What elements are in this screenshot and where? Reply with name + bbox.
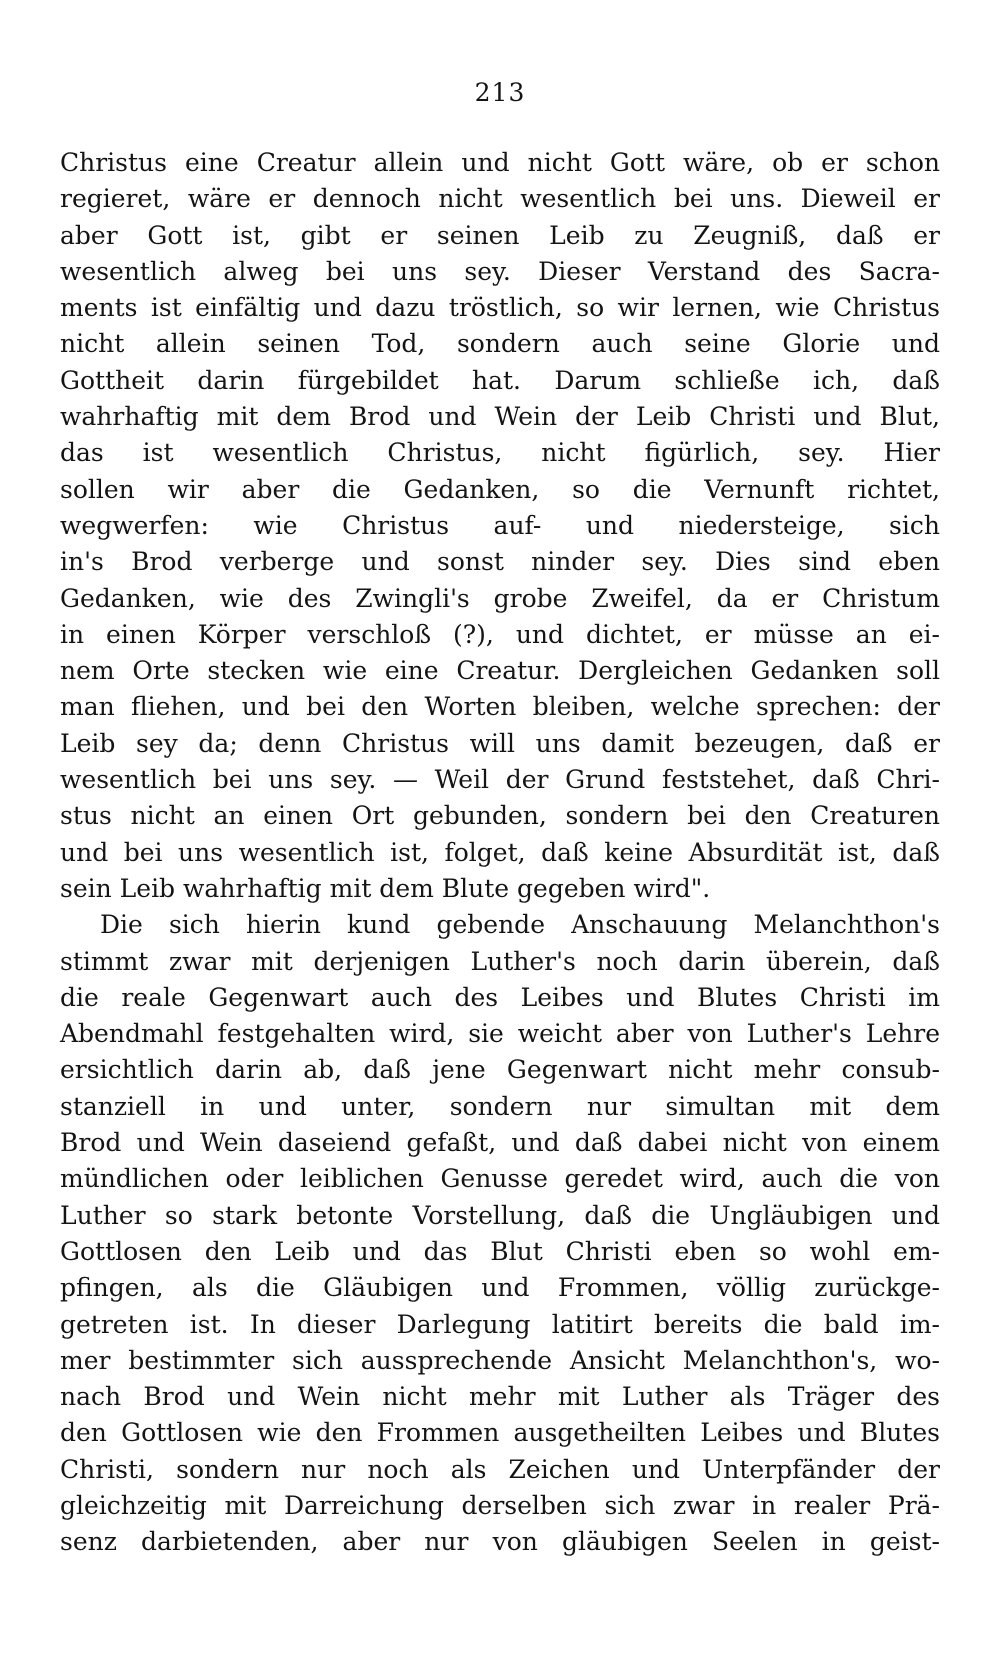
page-number: 213 <box>474 78 526 107</box>
text-line: die reale Gegenwart auch des Leibes und Blutes Christi im <box>60 982 940 1012</box>
text-line: sein Leib wahrhaftig mit dem Blute gegeben wird". <box>60 873 711 903</box>
text-line: aber Gott ist, gibt er seinen Leib zu Zeugniß, daß er <box>60 220 940 250</box>
text-line: nicht allein seinen Tod, sondern auch seine Glorie und <box>60 329 940 359</box>
text-line: mündlichen oder leiblichen Genusse geredet wird, auch die von <box>60 1164 940 1194</box>
text-line: Brod und Wein daseiend gefaßt, und daß dabei nicht von einem <box>60 1128 940 1158</box>
text-line: stus nicht an einen Ort gebunden, sondern bei den Creaturen <box>60 801 940 831</box>
text-line: sollen wir aber die Gedanken, so die Vernunft richtet, <box>60 474 940 504</box>
text-line: den Gottlosen wie den Frommen ausgetheilten Leibes und Blutes <box>60 1418 940 1448</box>
text-line: in's Brod verberge und sonst ninder sey. Dies sind eben <box>60 547 940 577</box>
text-line: man fliehen, und bei den Worten bleiben, welche sprechen: der <box>60 692 940 722</box>
text-line: mer bestimmter sich aussprechende Ansicht Melanchthon's, wo- <box>60 1345 940 1375</box>
text-line: Leib sey da; denn Christus will uns damit bezeugen, daß er <box>60 728 940 758</box>
text-line: regieret, wäre er dennoch nicht wesentlich bei uns. Dieweil er <box>60 184 940 214</box>
text-line: pfingen, als die Gläubigen und Frommen, völlig zurückge- <box>60 1273 940 1303</box>
text-line: wesentlich alweg bei uns sey. Dieser Verstand des Sacra- <box>60 256 940 286</box>
text-line: ments ist einfältig und dazu tröstlich, so wir lernen, wie Christus <box>60 293 940 323</box>
text-line: Abendmahl festgehalten wird, sie weicht aber von Luther's Lehre <box>60 1019 940 1049</box>
text-line: Gottheit darin fürgebildet hat. Darum schließe ich, daß <box>60 365 940 395</box>
paragraph-first-line: Die sich hierin kund gebende Anschauung Melanchthon's <box>100 910 940 940</box>
text-line: wegwerfen: wie Christus auf- und niedersteige, sich <box>60 510 940 540</box>
text-line: in einen Körper verschloß (?), und dichtet, er müsse an ei- <box>60 619 940 649</box>
text-line: Gottlosen den Leib und das Blut Christi eben so wohl em- <box>60 1236 940 1266</box>
text-line: senz darbietenden, aber nur von gläubigen Seelen in geist- <box>60 1527 940 1557</box>
text-line: wahrhaftig mit dem Brod und Wein der Leib Christi und Blut, <box>60 402 940 432</box>
body-text <box>60 145 940 1561</box>
text-line: nem Orte stecken wie eine Creatur. Dergleichen Gedanken soll <box>60 656 940 686</box>
text-line: gleichzeitig mit Darreichung derselben sich zwar in realer Prä- <box>60 1490 940 1520</box>
text-line: Christus eine Creatur allein und nicht Gott wäre, ob er schon <box>60 148 940 177</box>
text-line: Christi, sondern nur noch als Zeichen und Unterpfänder der <box>60 1454 940 1484</box>
text-line: ersichtlich darin ab, daß jene Gegenwart nicht mehr consub- <box>60 1055 940 1085</box>
text-line: nach Brod und Wein nicht mehr mit Luther als Träger des <box>60 1382 940 1412</box>
text-line: Luther so stark betonte Vorstellung, daß die Ungläubigen und <box>60 1200 940 1230</box>
text-line: getreten ist. In dieser Darlegung latitirt bereits die bald im- <box>60 1309 940 1339</box>
text-line: wesentlich bei uns sey. — Weil der Grund feststehet, daß Chri- <box>60 765 940 795</box>
text-line: stimmt zwar mit derjenigen Luther's noch darin überein, daß <box>60 946 940 976</box>
text-line: und bei uns wesentlich ist, folget, daß keine Absurdität ist, daß <box>60 837 940 867</box>
text-line: stanziell in und unter, sondern nur simultan mit dem <box>60 1091 940 1121</box>
text-line: das ist wesentlich Christus, nicht figürlich, sey. Hier <box>60 438 940 468</box>
text-line: Gedanken, wie des Zwingli's grobe Zweifel, da er Christum <box>60 583 940 613</box>
